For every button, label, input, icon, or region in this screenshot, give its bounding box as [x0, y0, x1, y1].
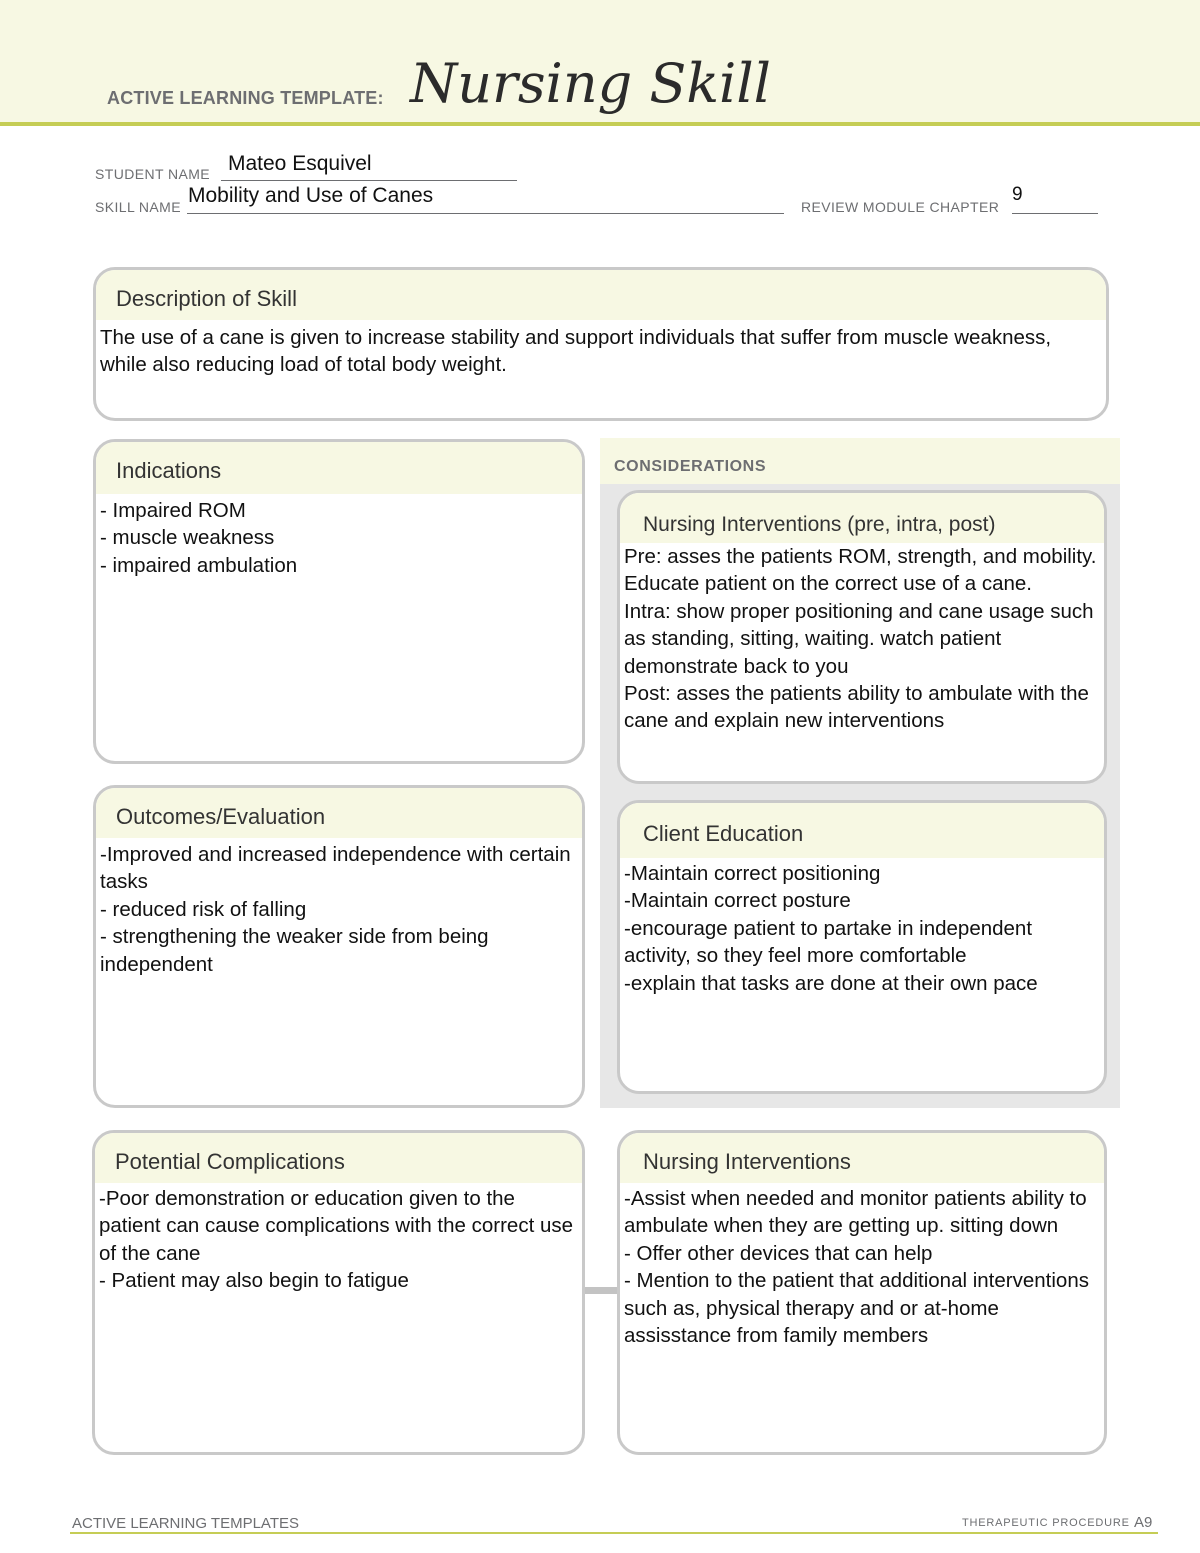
nursing-interventions-header	[620, 1133, 1104, 1183]
indications-title: Indications	[116, 458, 222, 483]
list-item: -Maintain correct positioning	[624, 862, 881, 885]
complications-title: Potential Complications	[115, 1149, 345, 1174]
footer-section: THERAPEUTIC PROCEDURE	[962, 1517, 1130, 1529]
pip-interventions-title: Nursing Interventions (pre, intra, post)	[643, 513, 996, 536]
complications-header	[95, 1133, 582, 1183]
list-item: Intra: show proper positioning and cane usage such as standing, sitting, waiting. watch patient demonstrate back to you	[624, 599, 1094, 678]
student-name-label: STUDENT NAME	[95, 166, 210, 182]
list-item: - reduced risk of falling	[100, 897, 307, 921]
indications-box	[93, 439, 585, 764]
outcomes-header	[96, 788, 582, 838]
list-item: - Patient may also begin to fatigue	[99, 1269, 409, 1293]
client-education-box	[617, 800, 1107, 1094]
template-title: Nursing Skill	[410, 52, 771, 115]
list-item: - Impaired ROM	[100, 499, 246, 522]
chapter-field[interactable]: 9	[1012, 184, 1023, 205]
list-item: -Improved and increased independence with certain tasks	[100, 843, 571, 894]
student-name-field[interactable]: Mateo Esquivel	[228, 152, 372, 175]
list-item: - strengthening the weaker side from being independent	[100, 925, 489, 976]
client-education-header	[620, 803, 1104, 858]
indications-header	[96, 442, 582, 494]
considerations-title: CONSIDERATIONS	[614, 458, 767, 475]
nursing-interventions-title: Nursing Interventions	[643, 1149, 851, 1174]
footer-page-number: A9	[1134, 1514, 1153, 1531]
indications-body[interactable]	[96, 494, 582, 579]
list-item: -explain that tasks are done at their own pace	[624, 971, 1038, 995]
pip-interventions-header	[620, 493, 1104, 543]
outcomes-body[interactable]	[96, 838, 582, 978]
footer-divider	[70, 1532, 1158, 1534]
list-item: -Assist when needed and monitor patients ability to ambulate when they are getting up. sitting down	[624, 1187, 1087, 1238]
template-label: ACTIVE LEARNING TEMPLATE:	[107, 88, 384, 108]
list-item: -Maintain correct posture	[624, 889, 851, 913]
nursing-interventions-body[interactable]	[620, 1183, 1104, 1349]
list-item: Post: asses the patients ability to ambulate with the cane and explain new interventions	[624, 682, 1089, 733]
nursing-interventions-box	[617, 1130, 1107, 1455]
description-title: Description of Skill	[116, 286, 297, 311]
footer-title: ACTIVE LEARNING TEMPLATES	[72, 1515, 299, 1532]
description-text: The use of a cane is given to increase stability and support individuals that suffer from muscle weakness, while also reducing load of total body weight.	[100, 326, 1052, 377]
skill-name-label: SKILL NAME	[95, 199, 181, 215]
list-item: Pre: asses the patients ROM, strength, and mobility. Educate patient on the correct use of a cane.	[624, 545, 1097, 596]
description-body[interactable]	[96, 320, 1106, 379]
client-education-title: Client Education	[643, 821, 804, 846]
pip-interventions-box	[617, 490, 1107, 784]
pip-interventions-body[interactable]	[620, 543, 1104, 735]
list-item: - Offer other devices that can help	[624, 1241, 933, 1265]
complications-box	[92, 1130, 585, 1455]
skill-name-line	[187, 213, 784, 214]
student-name-line	[221, 180, 517, 181]
client-education-body[interactable]	[620, 858, 1104, 997]
list-item: - impaired ambulation	[100, 553, 298, 577]
description-box	[93, 267, 1109, 421]
skill-name-field[interactable]: Mobility and Use of Canes	[188, 184, 434, 207]
box-connector	[582, 1287, 622, 1294]
header-divider	[0, 122, 1200, 126]
chapter-line	[1012, 213, 1098, 214]
chapter-label: REVIEW MODULE CHAPTER	[801, 199, 1000, 215]
description-header	[96, 270, 1106, 320]
list-item: - muscle weakness	[100, 526, 275, 550]
outcomes-box	[93, 785, 585, 1108]
list-item: -Poor demonstration or education given to the patient can cause complications with the correct use of the cane	[99, 1187, 574, 1265]
complications-body[interactable]	[95, 1183, 582, 1295]
list-item: - Mention to the patient that additional interventions such as, physical therapy and or at-home assisstance from family members	[624, 1269, 1089, 1348]
outcomes-title: Outcomes/Evaluation	[116, 804, 326, 829]
list-item: -encourage patient to partake in independent activity, so they feel more comfortable	[624, 916, 1033, 968]
